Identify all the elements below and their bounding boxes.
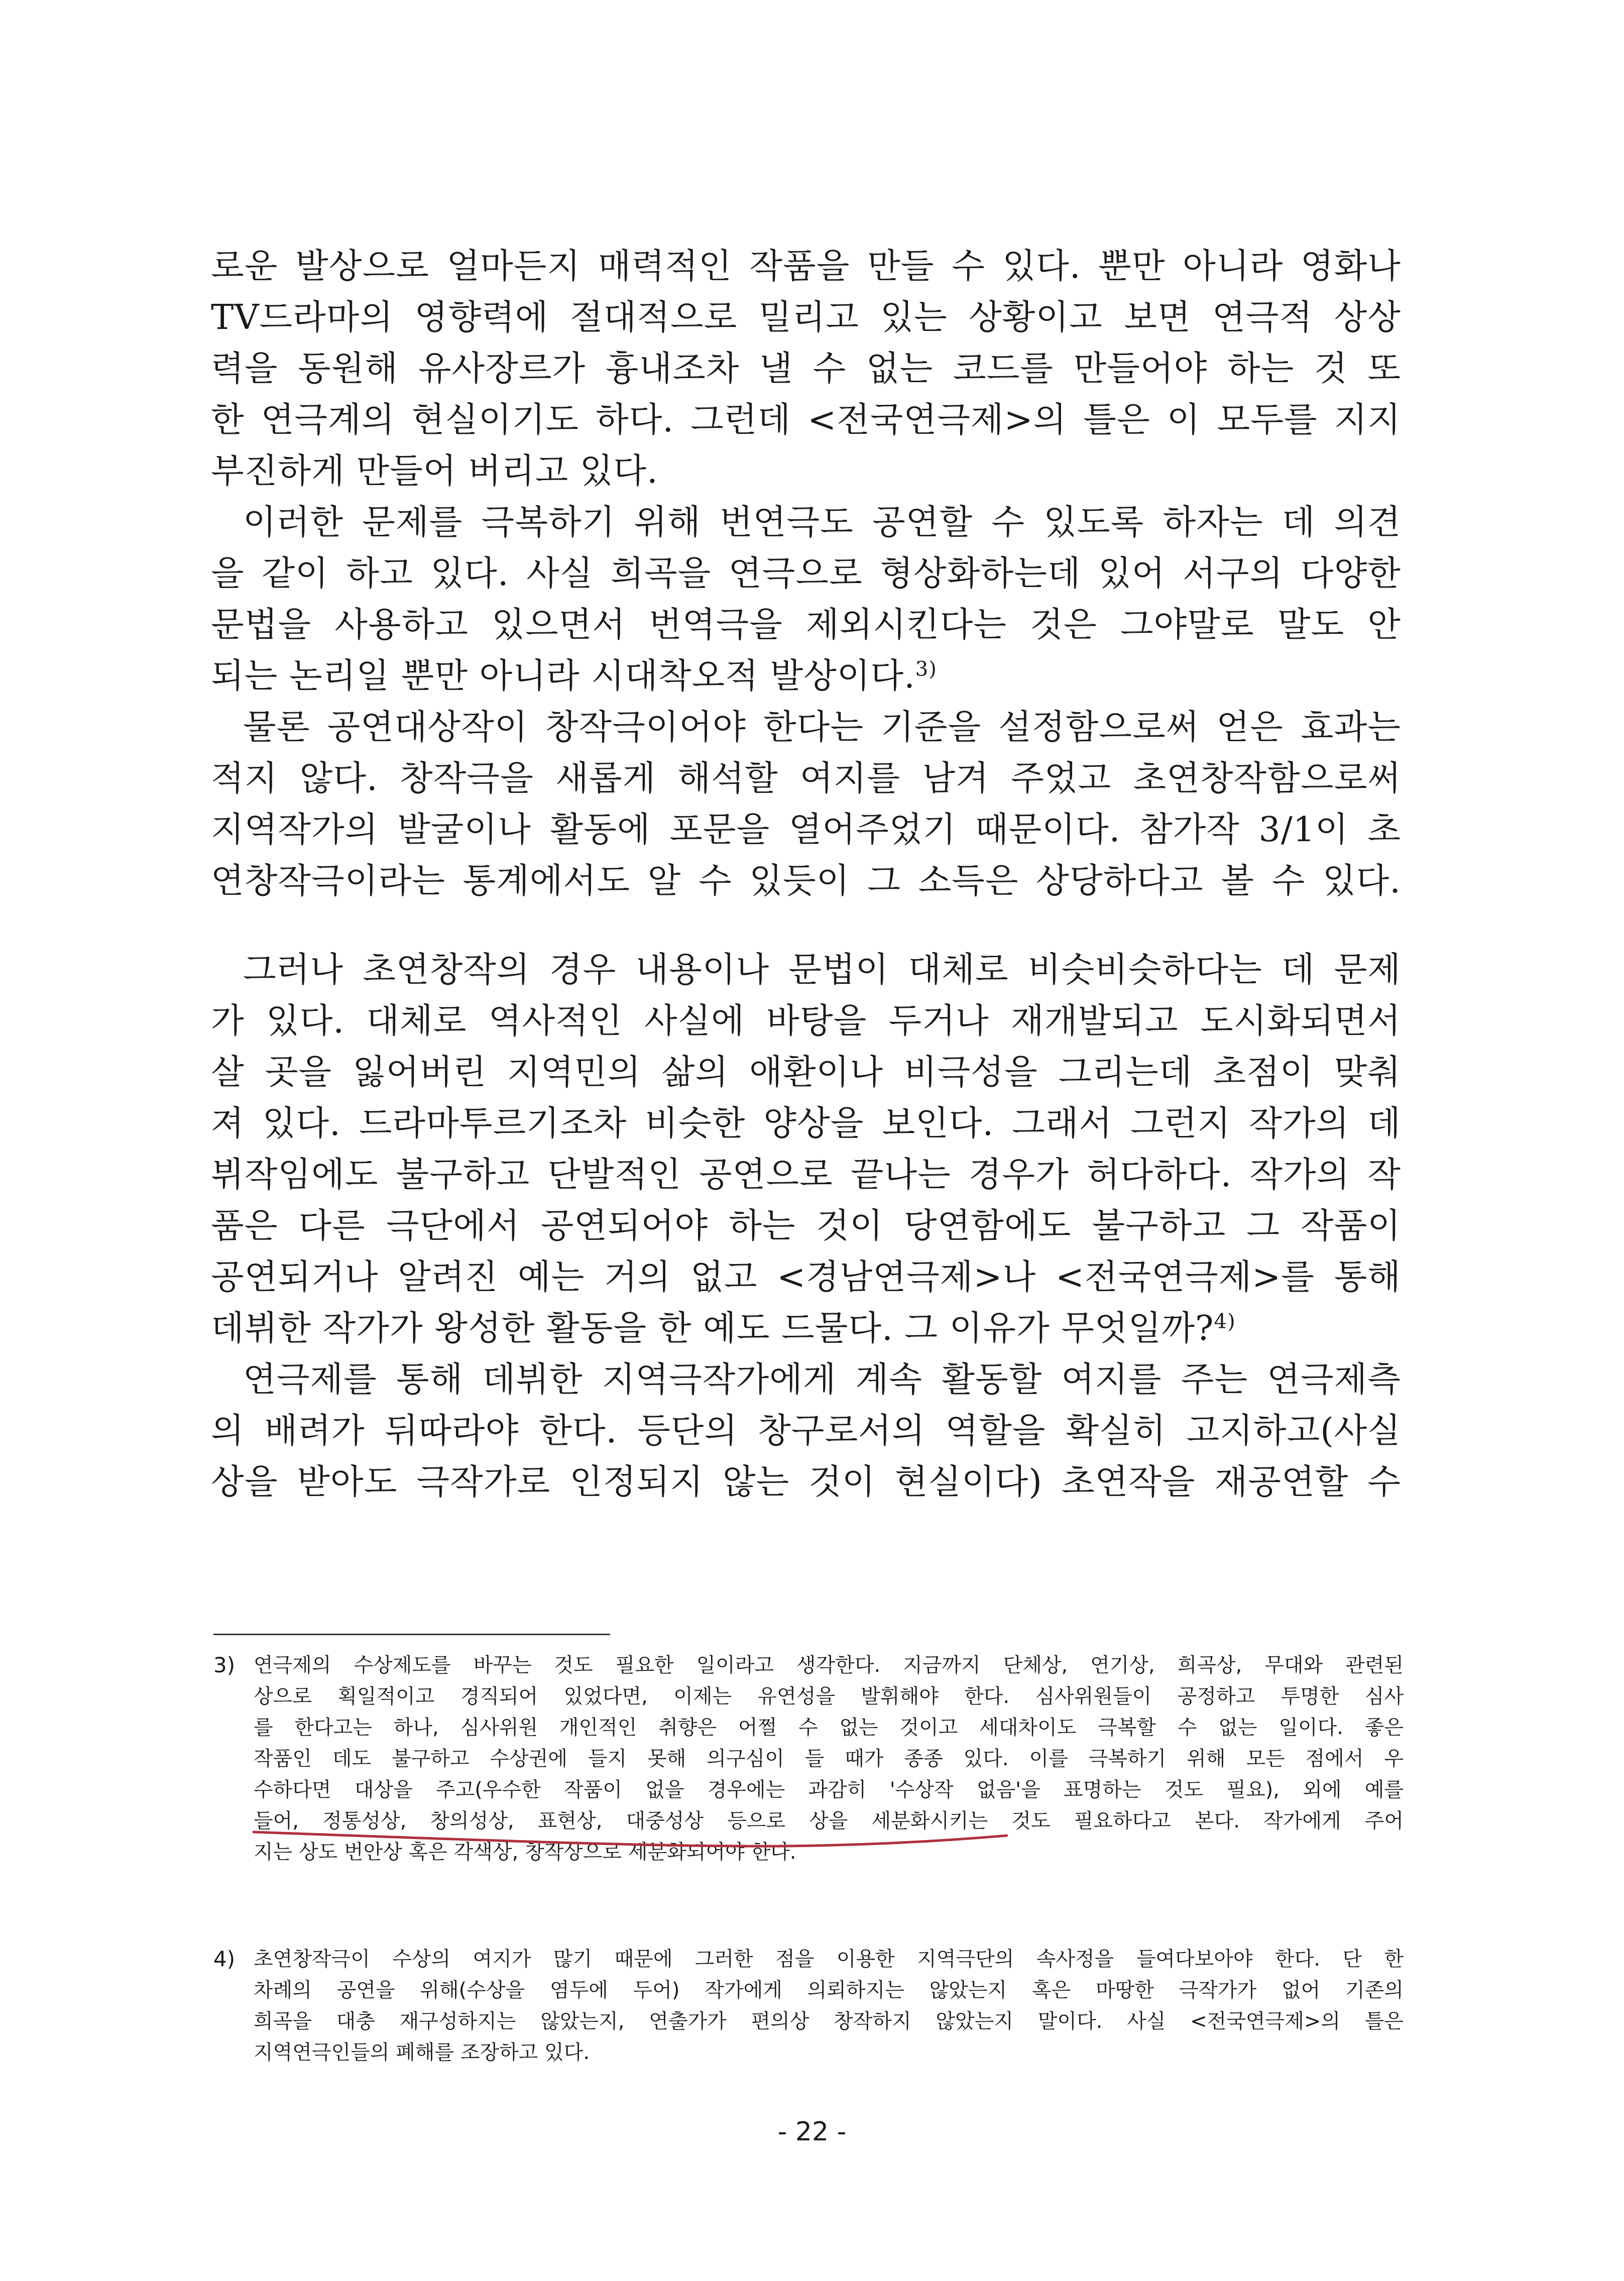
body-line: 부진하게 만들어 버리고 있다. [211,451,658,491]
body-line: 을 같이 하고 있다. 사실 희곡을 연극으로 형상화하는데 있어 서구의 다양한 [211,554,1401,594]
body-line: 품은 다른 극단에서 공연되어야 하는 것이 당연함에도 불구하고 그 작품이 [211,1206,1401,1246]
paragraph-gap [211,907,1401,945]
body-line: 연극제를 통해 데뷔한 지역극작가에게 계속 활동할 여지를 주는 연극제측 [243,1360,1401,1400]
body-line [211,651,1401,702]
footnote-number: 4) [213,1947,236,1971]
body-line-text: 되는 논리일 뿐만 아니라 시대착오적 발상이다. [211,656,915,696]
body-line: 뷔작임에도 불구하고 단발적인 공연으로 끝나는 경우가 허다하다. 작가의 작 [211,1155,1401,1195]
footnote-line: 지역연극인들의 폐해를 조장하고 있다. [254,2041,590,2064]
footnote-line: 차례의 공연을 위해(수상을 염두에 두어) 작가에게 의뢰하지는 않았는지 혹은 마땅한 극작가가 없어 기존의 [254,1979,1404,2002]
footnote-ref-3: 3) [915,657,937,681]
footnote-number: 3) [213,1653,236,1677]
footnote-ref-4: 4) [1214,1310,1236,1333]
body-line: 져 있다. 드라마투르기조차 비슷한 양상을 보인다. 그래서 그런지 작가의 데 [211,1104,1401,1144]
body-line [211,1303,1401,1354]
footnote-text [254,1944,1404,2068]
body-line: 한 연극계의 현실이기도 하다. 그런데 <전국연극제>의 틀은 이 모두를 지지 [211,400,1401,440]
footnote-line: 지는 상도 번안상 혹은 각색상, 창작상으로 세분화되어야 한다. [254,1841,796,1864]
footnote-line: 연극제의 수상제도를 바꾸는 것도 필요한 일이라고 생각한다. 지금까지 단체상, 연기상, 희곡상, 무대와 관련된 [254,1654,1404,1677]
body-line: 살 곳을 잃어버린 지역민의 삶의 애환이나 비극성을 그리는데 초점이 맞춰 [211,1053,1401,1092]
body-line-text: 데뷔한 작가가 왕성한 활동을 한 예도 드물다. 그 이유가 무엇일까? [211,1309,1214,1348]
page-number: - 22 - [777,2117,847,2147]
body-line: 물론 공연대상작이 창작극이어야 한다는 기준을 설정함으로써 얻은 효과는 [243,708,1401,747]
body-line: TV드라마의 영향력에 절대적으로 밀리고 있는 상황이고 보면 연극적 상상 [211,298,1401,337]
body-line: 그러나 초연창작의 경우 내용이나 문법이 대체로 비슷비슷하다는 데 문제 [243,950,1401,990]
body-line: 력을 동원해 유사장르가 흉내조차 낼 수 없는 코드를 만들어야 하는 것 또 [211,349,1401,389]
footnote-divider [213,1634,610,1635]
body-line: 문법을 사용하고 있으면서 번역극을 제외시킨다는 것은 그야말로 말도 안 [211,605,1401,645]
body-text [211,241,1401,1508]
body-line: 의 배려가 뒤따라야 한다. 등단의 창구로서의 역할을 확실히 고지하고(사실 [211,1411,1401,1451]
footnote-line: 수하다면 대상을 주고(우수한 작품이 없을 경우에는 과감히 '수상작 없음'을 표명하는 것도 필요), 외에 예를 [254,1778,1404,1801]
footnote-line: 상으로 획일적이고 경직되어 있었다면, 이제는 유연성을 발휘해야 한다. 심사위원들이 공정하고 투명한 심사 [254,1685,1404,1708]
body-line: 이러한 문제를 극복하기 위해 번연극도 공연할 수 있도록 하자는 데 의견 [243,503,1401,542]
body-line: 연창작극이라는 통계에서도 알 수 있듯이 그 소득은 상당하다고 볼 수 있다. [211,861,1401,901]
footnote-line: 희곡을 대충 재구성하지는 않았는지, 연출가가 편의상 창작하지 않았는지 말이다. 사실 <전국연극제>의 틀은 [254,2010,1404,2033]
body-line: 로운 발상으로 얼마든지 매력적인 작품을 만들 수 있다. 뿐만 아니라 영화나 [211,247,1401,286]
footnote-line: 를 한다고는 하나, 심사위원 개인적인 취향은 어쩔 수 없는 것이고 세대차이도 극복할 수 없는 일이다. 좋은 [254,1716,1404,1739]
body-line: 공연되거나 알려진 예는 거의 없고 <경남연극제>나 <전국연극제>를 통해 [211,1258,1401,1297]
footnote-line: 들어, 정통성상, 창의성상, 표현상, 대중성상 등으로 상을 세분화시키는 것도 필요하다고 본다. 작가에게 주어 [254,1809,1404,1833]
footnote-line: 작품인 데도 불구하고 수상권에 들지 못해 의구심이 들 때가 종종 있다. 이를 극복하기 위해 모든 점에서 우 [254,1747,1404,1770]
footnote-text [254,1650,1404,1868]
footnote-line: 초연창작극이 수상의 여지가 많기 때문에 그러한 점을 이용한 지역극단의 속사정을 들여다보아야 한다. 단 한 [254,1948,1404,1971]
body-line: 상을 받아도 극작가로 인정되지 않는 것이 현실이다) 초연작을 재공연할 수 [211,1462,1401,1502]
body-line: 지역작가의 발굴이나 활동에 포문을 열어주었기 때문이다. 참가작 3/1이 초 [211,810,1401,850]
body-line: 적지 않다. 창작극을 새롭게 해석할 여지를 남겨 주었고 초연창작함으로써 [211,759,1401,799]
body-line: 가 있다. 대체로 역사적인 사실에 바탕을 두거나 재개발되고 도시화되면서 [211,1001,1401,1041]
